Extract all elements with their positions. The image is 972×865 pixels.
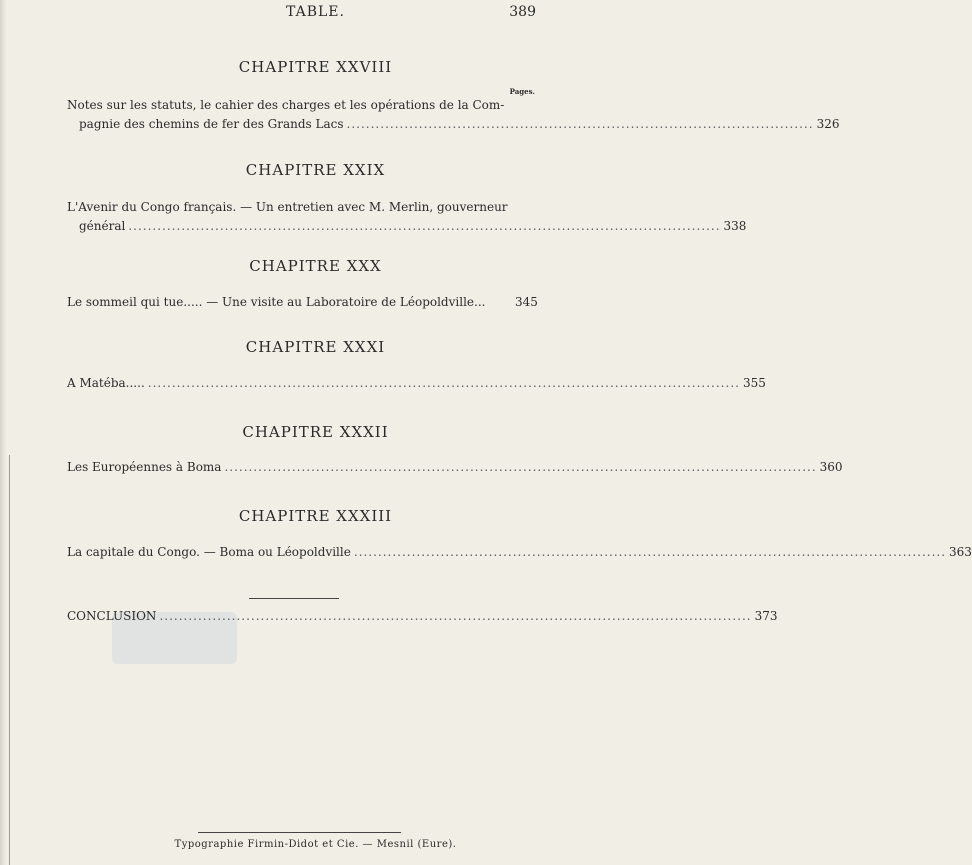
toc-page-number: 373 <box>754 609 778 623</box>
leader-dots: ........................................................................................................................... <box>128 219 721 233</box>
leader-dots: ........................................................................................................................... <box>147 376 740 390</box>
toc-page-number: 338 <box>723 219 747 233</box>
chapter-heading: CHAPITRE XXVIII <box>238 58 393 76</box>
toc-page-number: 326 <box>816 117 840 131</box>
toc-entry-text: Le sommeil qui tue..... — Une visite au Laboratoire de Léopoldville... <box>67 295 486 309</box>
toc-entry-text: général <box>79 219 126 233</box>
toc-entry-text: Les Européennes à Boma <box>67 460 222 474</box>
leader-dots: ........................................................................................................................... <box>159 609 752 623</box>
pages-column-label: Pages. <box>509 87 535 96</box>
toc-entry <box>67 198 747 236</box>
printer-imprint: Typographie Firmin-Didot et Cie. — Mesnil (Eure). <box>174 839 457 850</box>
leader-dots: ........................................................................................................................... <box>224 460 817 474</box>
toc-entry <box>67 96 840 134</box>
toc-entry-text: L'Avenir du Congo français. — Un entretien avec M. Merlin, gouverneur <box>67 200 508 214</box>
leader-dots: ........................................................................................................................... <box>353 545 947 559</box>
toc-entry-conclusion <box>67 607 778 626</box>
toc-entry <box>67 458 843 477</box>
toc-page-number: 345 <box>515 295 538 309</box>
toc-entry <box>67 543 972 562</box>
chapter-heading: CHAPITRE XXXII <box>242 423 389 441</box>
running-header-title: TABLE. <box>286 4 345 20</box>
section-separator-rule <box>249 598 339 599</box>
toc-page-number: 363 <box>949 545 972 559</box>
toc-entry-text: pagnie des chemins de fer des Grands Lacs <box>79 117 344 131</box>
chapter-heading: CHAPITRE XXIX <box>245 161 386 179</box>
toc-entry <box>67 374 766 393</box>
toc-page-number: 355 <box>742 376 766 390</box>
chapter-heading: CHAPITRE XXXI <box>245 338 386 356</box>
toc-entry <box>67 293 538 312</box>
toc-page-number: 360 <box>819 460 843 474</box>
toc-entry-text: A Matéba..... <box>67 376 145 390</box>
chapter-heading: CHAPITRE XXX <box>249 257 382 275</box>
toc-entry-text: CONCLUSION <box>67 609 157 623</box>
leader-dots: ................................................................................................. <box>346 117 814 131</box>
footer-rule <box>198 832 401 833</box>
toc-entry-text: La capitale du Congo. — Boma ou Léopoldville <box>67 545 351 559</box>
chapter-heading: CHAPITRE XXXIII <box>238 507 393 525</box>
toc-entry-text: Notes sur les statuts, le cahier des charges et les opérations de la Com- <box>67 98 505 112</box>
running-header-page-number: 389 <box>509 4 536 20</box>
